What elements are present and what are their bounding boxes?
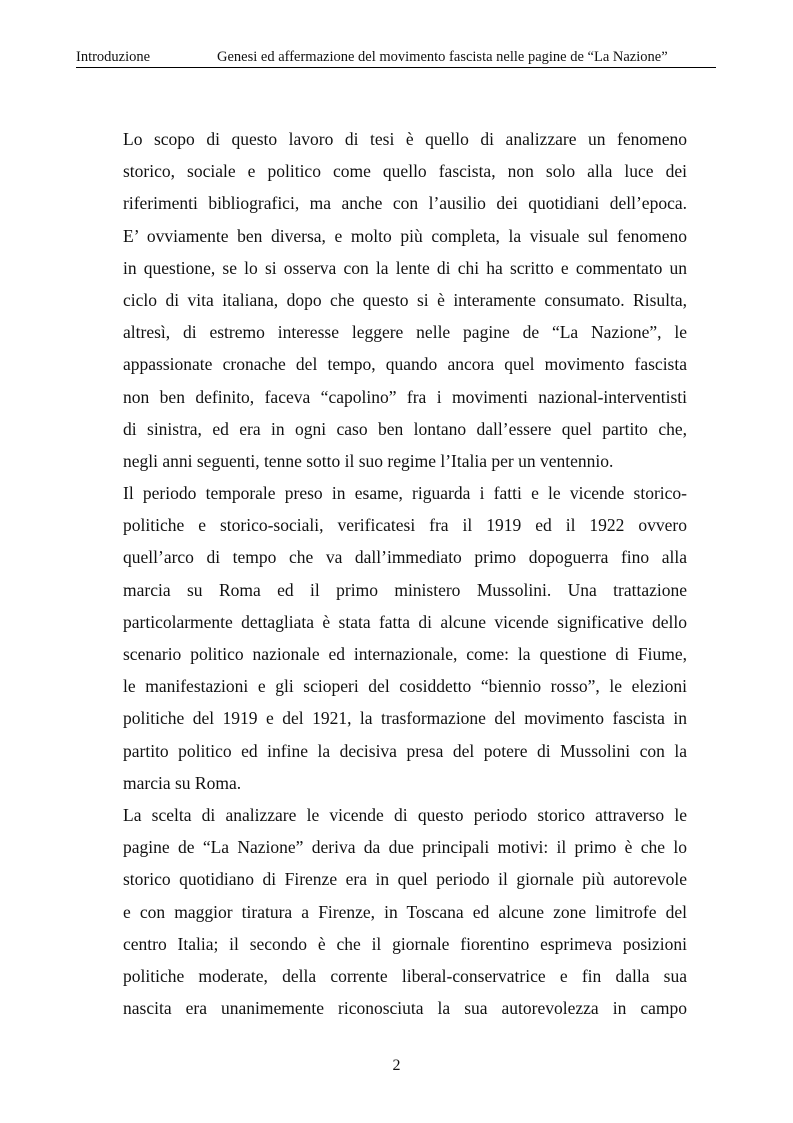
text-line: E’ ovviamente ben diversa, e molto più completa, la visuale sul fenomeno	[123, 225, 687, 246]
text-line: politiche e storico-sociali, verificatesi fra il 1919 ed il 1922 ovvero	[123, 515, 687, 536]
text-line: Lo scopo di questo lavoro di tesi è quello di analizzare un fenomeno	[123, 129, 687, 149]
text-line: e con maggior tiratura a Firenze, in Toscana ed alcune zone limitrofe del	[123, 901, 687, 922]
text-line: ciclo di vita italiana, dopo che questo si è interamente consumato. Risulta,	[123, 289, 687, 310]
header-title: Genesi ed affermazione del movimento fascista nelle pagine de “La Nazione”	[217, 49, 668, 65]
text-line: in questione, se lo si osserva con la lente di chi ha scritto e commentato un	[123, 257, 687, 278]
running-header	[76, 49, 716, 68]
text-line: altresì, di estremo interesse leggere nelle pagine de “La Nazione”, le	[123, 322, 687, 343]
text-line: negli anni seguenti, tenne sotto il suo regime l’Italia per un ventennio.	[123, 450, 614, 471]
text-line: marcia su Roma ed il primo ministero Mussolini. Una trattazione	[123, 579, 687, 600]
text-line: particolarmente dettagliata è stata fatta di alcune vicende significative dello	[123, 611, 687, 632]
text-line: La scelta di analizzare le vicende di questo periodo storico attraverso le	[123, 804, 687, 825]
text-line: storico, sociale e politico come quello fascista, non solo alla luce dei	[123, 161, 687, 182]
text-line: non ben definito, faceva “capolino” fra i movimenti nazional-interventisti	[123, 386, 687, 407]
text-line: partito politico ed infine la decisiva presa del potere di Mussolini con la	[123, 740, 687, 761]
text-line: scenario politico nazionale ed internazionale, come: la questione di Fiume,	[123, 644, 687, 664]
body-text	[123, 123, 687, 1024]
text-line: nascita era unanimemente riconosciuta la sua autorevolezza in campo	[123, 998, 687, 1019]
text-line: politiche moderate, della corrente liberal-conservatrice e fin dalla sua	[123, 965, 687, 986]
text-line: le manifestazioni e gli scioperi del cosiddetto “biennio rosso”, le elezioni	[123, 676, 687, 697]
text-line: storico quotidiano di Firenze era in quel periodo il giornale più autorevole	[123, 869, 687, 890]
text-line: appassionate cronache del tempo, quando ancora quel movimento fascista	[123, 354, 687, 375]
text-line: politiche del 1919 e del 1921, la trasformazione del movimento fascista in	[123, 708, 687, 729]
text-line: quell’arco di tempo che va dall’immediato primo dopoguerra fino alla	[123, 547, 687, 568]
text-line: riferimenti bibliografici, ma anche con l’ausilio dei quotidiani dell’epoca.	[123, 193, 687, 214]
header-section: Introduzione	[76, 49, 151, 65]
text-line: di sinistra, ed era in ogni caso ben lontano dall’essere quel partito che,	[123, 418, 687, 439]
page-number: 2	[392, 1057, 401, 1074]
text-line: centro Italia; il secondo è che il giornale fiorentino esprimeva posizioni	[123, 933, 687, 954]
text-line: marcia su Roma.	[123, 772, 242, 793]
text-line: Il periodo temporale preso in esame, riguarda i fatti e le vicende storico-	[123, 483, 687, 504]
text-line: pagine de “La Nazione” deriva da due principali motivi: il primo è che lo	[123, 837, 687, 858]
